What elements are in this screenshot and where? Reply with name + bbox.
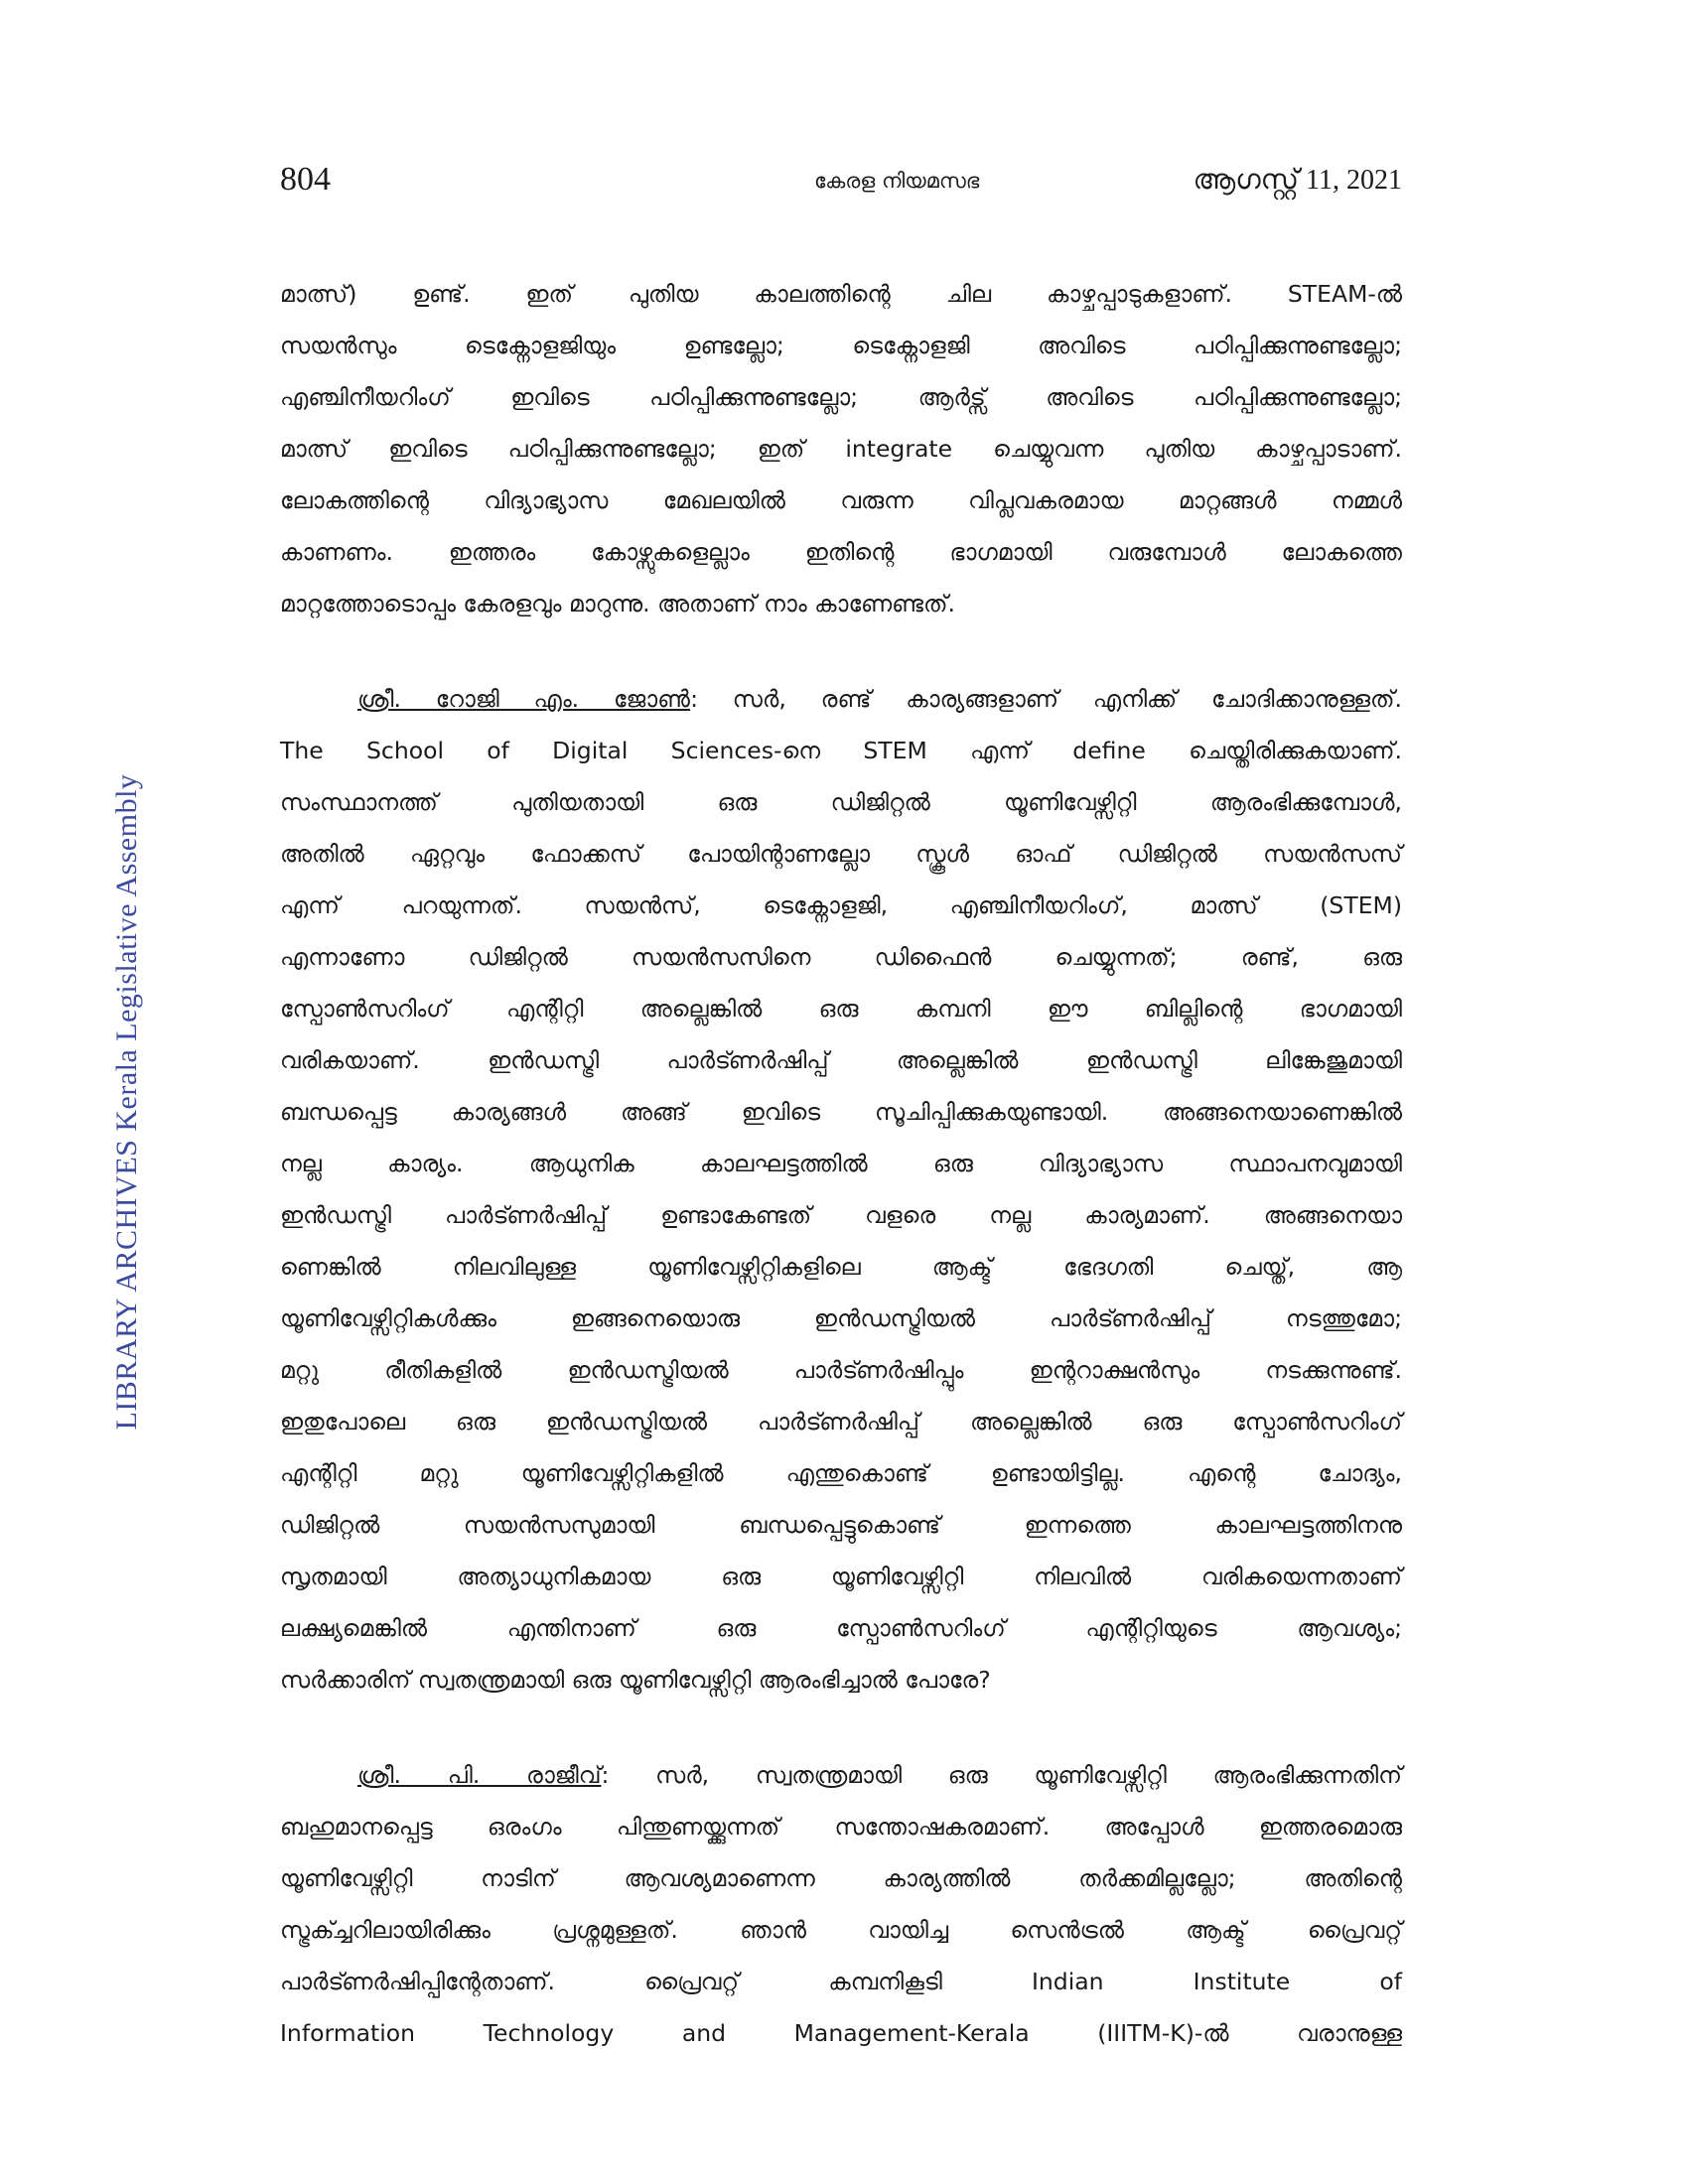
paragraph-line: മറ്റു രീതികളിൽ ഇൻഡസ്ട്രിയൽ പാർട്ണർഷിപ്പും ഇന്ററാക്ഷൻസും നടക്കുന്നുണ്ട്. [280,1356,1402,1384]
paragraph-line: ബഹുമാനപ്പെട്ട ഒരംഗം പിന്തുണയ്ക്കുന്നത് സന്തോഷകരമാണ്. അപ്പോൾ ഇത്തരമൊരു [280,1813,1402,1841]
header-date: ആഗസ്റ്റ് 11, 2021 [1193,165,1402,196]
library-archives-watermark: LIBRARY ARCHIVES Kerala Legislative Assembly [110,773,143,1431]
paragraph-line: സ്പോൺസറിംഗ് എന്റിറ്റി അല്ലെങ്കിൽ ഒരു കമ്പനി ഈ ബില്ലിന്റെ ഭാഗമായി [280,995,1402,1023]
paragraph-line: പാർട്ണർഷിപ്പിന്റേതാണ്. പ്രൈവറ്റ് കമ്പനികൂടി Indian Institute of [280,1968,1402,1995]
paragraph-line: കാണണം. ഇത്തരം കോഴ്സുകളെല്ലാം ഇതിന്റെ ഭാഗമായി വരുമ്പോൾ ലോകത്തെ [280,538,1402,566]
paragraph-line: ലോകത്തിന്റെ വിദ്യാഭ്യാസ മേഖലയിൽ വരുന്ന വിപ്ലവകരമായ മാറ്റങ്ങൾ നമ്മൾ [280,486,1402,514]
paragraph-line: ഡിജിറ്റൽ സയൻസസുമായി ബന്ധപ്പെട്ടുകൊണ്ട് ഇന്നത്തെ കാലഘട്ടത്തിനനു [280,1511,1402,1539]
paragraph-line: സ്ട്രക്ച്ചറിലായിരിക്കും പ്രശ്നമുള്ളത്. ഞാൻ വായിച്ച സെൻട്രൽ ആക്ട് പ്രൈവറ്റ് [280,1916,1402,1944]
paragraph-line: ഇൻഡസ്ട്രി പാർട്ണർഷിപ്പ് ഉണ്ടാകേണ്ടത് വളരെ നല്ല കാര്യമാണ്. അങ്ങനെയാ [280,1201,1402,1229]
speaker-name: ശ്രീ. പി. രാജീവ് [357,1761,602,1789]
paragraph-line: മാത്സ് ഇവിടെ പഠിപ്പിക്കുന്നുണ്ടല്ലോ; ഇത് integrate ചെയ്യുവന്ന പുതിയ കാഴ്ചപ്പാടാണ്. [280,435,1402,463]
paragraph-line: ണെങ്കിൽ നിലവിലുള്ള യൂണിവേഴ്സിറ്റികളിലെ ആക്ട് ഭേദഗതി ചെയ്ത്, ആ [280,1253,1402,1281]
paragraph-line: എഞ്ചിനീയറിംഗ് ഇവിടെ പഠിപ്പിക്കുന്നുണ്ടല്ലോ; ആർട്സ് അവിടെ പഠിപ്പിക്കുന്നുണ്ടല്ലോ; [280,383,1402,411]
paragraph-line: ബന്ധപ്പെട്ട കാര്യങ്ങൾ അങ്ങ് ഇവിടെ സൂചിപ്പിക്കുകയുണ്ടായി. അങ്ങനെയാണെങ്കിൽ [280,1098,1402,1126]
paragraph-line: യൂണിവേഴ്സിറ്റികൾക്കും ഇങ്ങനെയൊരു ഇൻഡസ്ട്രിയൽ പാർട്ണർഷിപ്പ് നടത്തുമോ; [280,1304,1402,1332]
paragraph-line: എന്റിറ്റി മറ്റു യൂണിവേഴ്സിറ്റികളിൽ എന്തുകൊണ്ട് ഉണ്ടായിട്ടില്ല. എന്റെ ചോദ്യം, [280,1459,1402,1487]
paragraph-line: യൂണിവേഴ്സിറ്റി നാടിന് ആവശ്യമാണെന്ന കാര്യത്തിൽ തർക്കമില്ലല്ലോ; അതിന്റെ [280,1864,1402,1892]
paragraph-line: സൃതമായി അത്യാധുനികമായ ഒരു യൂണിവേഴ്സിറ്റി നിലവിൽ വരികയെന്നതാണ് [280,1563,1402,1590]
paragraph-line: ലക്ഷ്യമെങ്കിൽ എന്തിനാണ് ഒരു സ്പോൺസറിംഗ് എന്റിറ്റിയുടെ ആവശ്യം; [280,1614,1402,1642]
paragraph-3 [280,1749,1402,2059]
speaker-name: ശ്രീ. റോജി എം. ജോൺ [357,685,691,713]
document-body [280,268,1402,2059]
paragraph-line: സയൻസും ടെക്നോളജിയും ഉണ്ടല്ലോ; ടെക്നോളജി അവിടെ പഠിപ്പിക്കുന്നുണ്ടല്ലോ; [280,332,1402,359]
paragraph-line: Information Technology and Management-Kerala (IIITM-K)-ൽ വരാനുള്ള [280,2019,1402,2047]
paragraph-line: ഇതുപോലെ ഒരു ഇൻഡസ്ട്രിയൽ പാർട്ണർഷിപ്പ് അല്ലെങ്കിൽ ഒരു സ്പോൺസറിംഗ് [280,1408,1402,1435]
paragraph-line: സംസ്ഥാനത്ത് പുതിയതായി ഒരു ഡിജിറ്റൽ യൂണിവേഴ്സിറ്റി ആരംഭിക്കുമ്പോൾ, [280,788,1402,816]
paragraph-line: മാറ്റത്തോടൊപ്പം കേരളവും മാറുന്നു. അതാണ് നാം കാണേണ്ടത്. [280,590,955,617]
paragraph-line: എന്നാണോ ഡിജിറ്റൽ സയൻസസിനെ ഡിഫൈൻ ചെയ്യുന്നത്; രണ്ട്, ഒരു [280,943,1402,971]
paragraph-2 [280,673,1402,1706]
speech-text: : സർ, സ്വതന്ത്രമായി ഒരു യൂണിവേഴ്സിറ്റി ആരംഭിക്കുന്നതിന് [601,1761,1402,1789]
paragraph-first-line [280,673,1402,725]
paragraph-line: സർക്കാരിന് സ്വതന്ത്രമായി ഒരു യൂണിവേഴ്സിറ്റി ആരംഭിച്ചാൽ പോരേ? [280,1666,991,1694]
paragraph-1 [280,268,1402,629]
paragraph-line: അതിൽ ഏറ്റവും ഫോക്കസ് പോയിന്റാണല്ലോ സ്കൂൾ ഓഫ് ഡിജിറ്റൽ സയൻസസ് [280,840,1402,868]
paragraph-line: എന്ന് പറയുന്നത്. സയൻസ്, ടെക്നോളജി, എഞ്ചിനീയറിംഗ്, മാത്സ് (STEM) [280,891,1402,919]
paragraph-first-line [280,1749,1402,1801]
assembly-title: കേരള നിയമസഭ [814,169,980,193]
paragraph-line: വരികയാണ്. ഇൻഡസ്ട്രി പാർട്ണർഷിപ്പ് അല്ലെങ്കിൽ ഇൻഡസ്ട്രി ലിങ്കേജുമായി [280,1046,1402,1074]
paragraph-line: The School of Digital Sciences-നെ STEM എന്ന് define ചെയ്തിരിക്കുകയാണ്. [280,737,1402,764]
paragraph-line: നല്ല കാര്യം. ആധുനിക കാലഘട്ടത്തിൽ ഒരു വിദ്യാഭ്യാസ സ്ഥാപനവുമായി [280,1150,1402,1177]
page-number: 804 [280,161,331,198]
speech-text: : സർ, രണ്ട് കാര്യങ്ങളാണ് എനിക്ക് ചോദിക്കാനുള്ളത്. [690,685,1402,713]
paragraph-line: മാത്സ്) ഉണ്ട്. ഇത് പുതിയ കാലത്തിന്റെ ചില കാഴ്ചപ്പാടുകളാണ്. STEAM-ൽ [280,280,1402,308]
page-header [280,161,1402,201]
